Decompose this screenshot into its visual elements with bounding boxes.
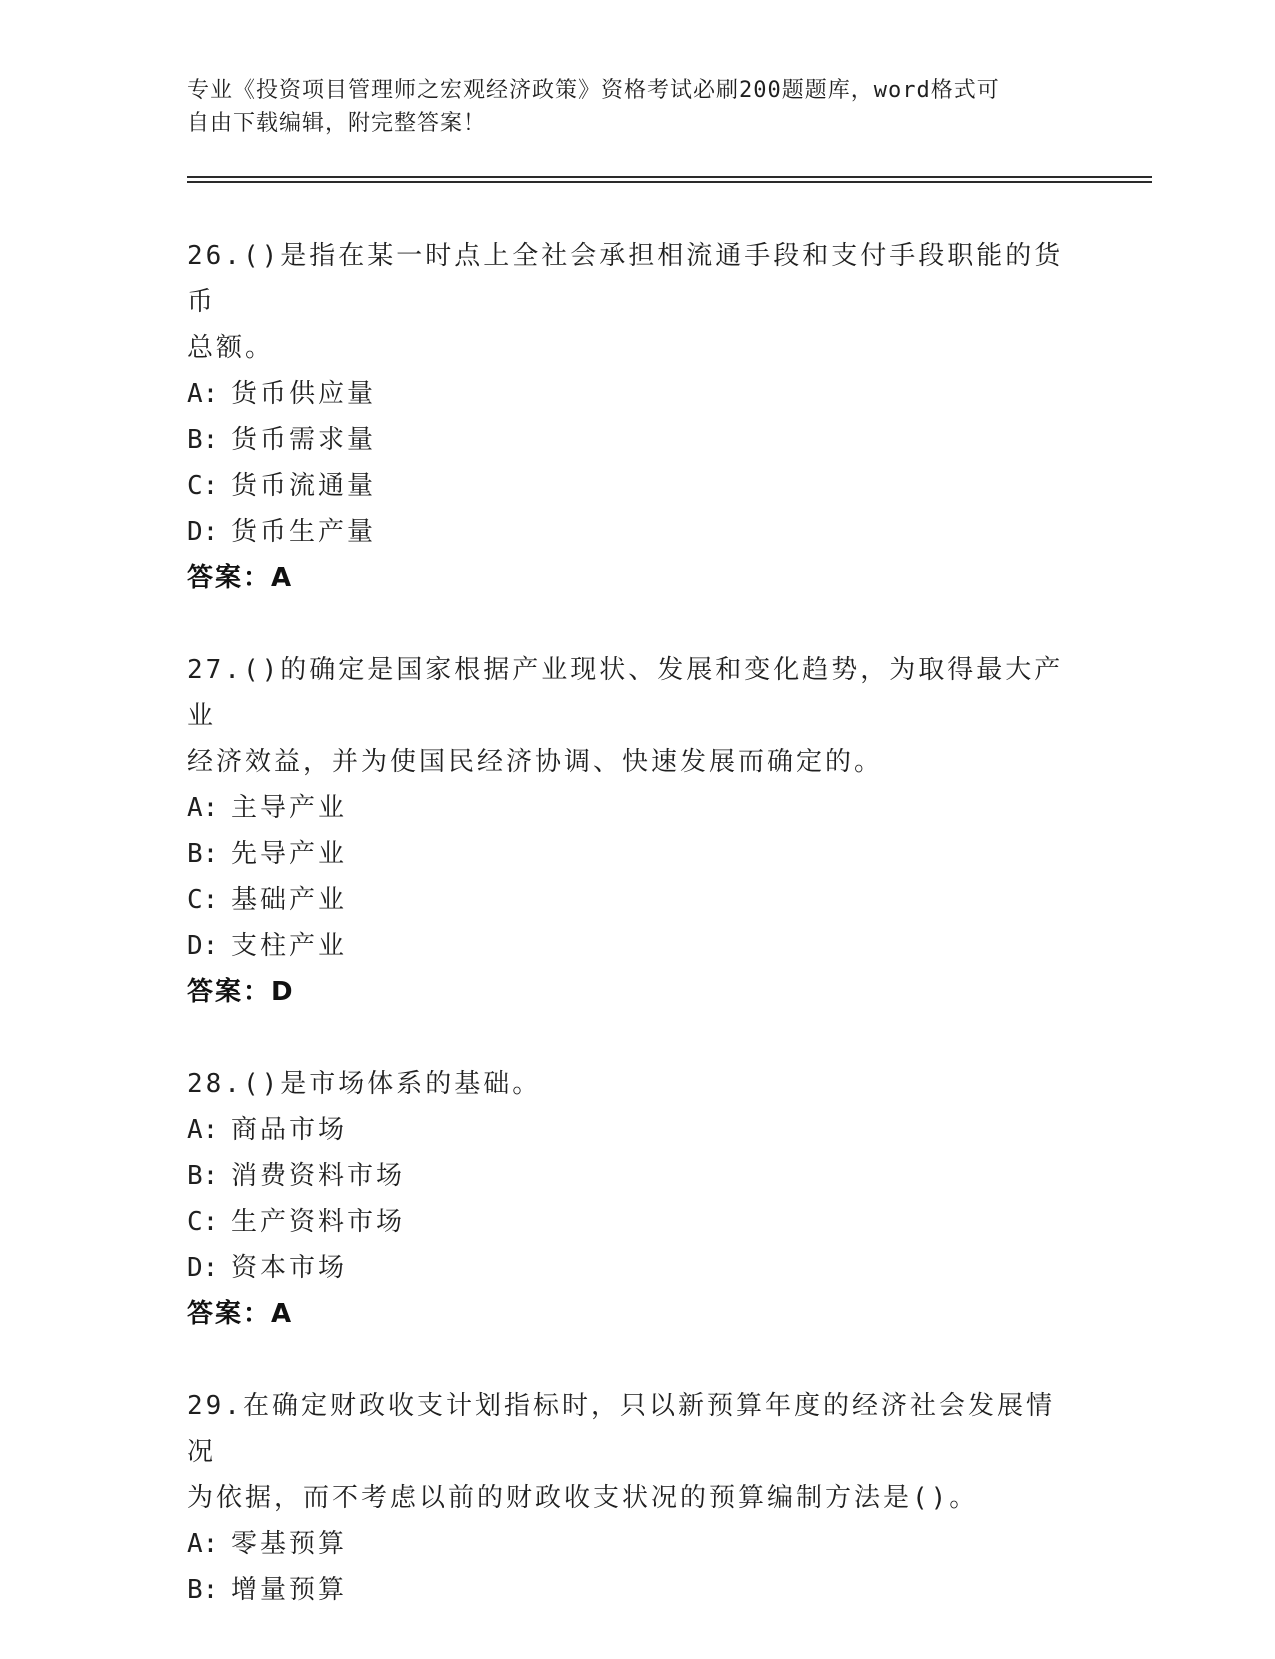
option-text: 货币供应量 [231,379,377,409]
option-letter: C: [187,471,219,501]
header-divider-top [187,176,1152,178]
option-text: 消费资料市场 [231,1161,406,1191]
option-a [187,1107,1087,1153]
answer-label: 答案：A [187,563,294,593]
header-line-2: 自由下载编辑，附完整答案！ [187,111,487,136]
option-a [187,785,1087,831]
option-letter: D: [187,1253,219,1283]
option-d [187,1245,1087,1291]
option-c [187,1199,1087,1245]
document-header [187,74,1067,140]
question-stem-line: 为依据，而不考虑以前的财政收支状况的预算编制方法是()。 [187,1483,979,1513]
option-text: 零基预算 [231,1529,348,1559]
header-line-1: 专业《投资项目管理师之宏观经济政策》资格考试必刷200题题库，word格式可 [187,78,1000,103]
option-text: 货币需求量 [231,425,377,455]
option-letter: A: [187,1115,219,1145]
option-b [187,417,1087,463]
option-text: 基础产业 [231,885,348,915]
option-letter: B: [187,1575,219,1605]
option-text: 货币生产量 [231,517,377,547]
question-stem [187,647,1067,785]
option-d [187,923,1087,969]
option-a [187,1521,1087,1567]
option-text: 商品市场 [231,1115,348,1145]
option-letter: B: [187,425,219,455]
option-letter: C: [187,885,219,915]
option-c [187,877,1087,923]
option-text: 资本市场 [231,1253,348,1283]
option-letter: D: [187,931,219,961]
option-letter: B: [187,839,219,869]
option-b [187,831,1087,877]
option-b [187,1567,1087,1613]
answer-label: 答案：A [187,1299,294,1329]
option-letter: D: [187,517,219,547]
option-letter: A: [187,793,219,823]
question-29 [187,1383,1087,1613]
question-27 [187,647,1087,1015]
option-text: 先导产业 [231,839,348,869]
question-stem-line: 总额。 [187,333,275,363]
question-stem [187,233,1067,371]
question-28 [187,1061,1087,1337]
option-d [187,509,1087,555]
option-letter: C: [187,1207,219,1237]
option-text: 生产资料市场 [231,1207,406,1237]
option-b [187,1153,1087,1199]
option-letter: A: [187,1529,219,1559]
question-stem-line: 26.()是指在某一时点上全社会承担相流通手段和支付手段职能的货币 [187,241,1064,317]
question-stem-line: 28.()是市场体系的基础。 [187,1069,542,1099]
question-list [187,233,1087,1659]
option-text: 货币流通量 [231,471,377,501]
question-stem [187,1383,1067,1521]
question-stem-line: 经济效益，并为使国民经济协调、快速发展而确定的。 [187,747,884,777]
option-text: 支柱产业 [231,931,348,961]
option-text: 主导产业 [231,793,348,823]
option-letter: A: [187,379,219,409]
option-text: 增量预算 [231,1575,348,1605]
option-c [187,463,1087,509]
question-stem-line: 27.()的确定是国家根据产业现状、发展和变化趋势，为取得最大产业 [187,655,1064,731]
question-stem [187,1061,1067,1107]
answer-label: 答案：D [187,977,295,1007]
question-26 [187,233,1087,601]
header-divider-bottom [187,181,1152,183]
question-stem-line: 29.在确定财政收支计划指标时，只以新预算年度的经济社会发展情况 [187,1391,1055,1467]
option-letter: B: [187,1161,219,1191]
option-a [187,371,1087,417]
